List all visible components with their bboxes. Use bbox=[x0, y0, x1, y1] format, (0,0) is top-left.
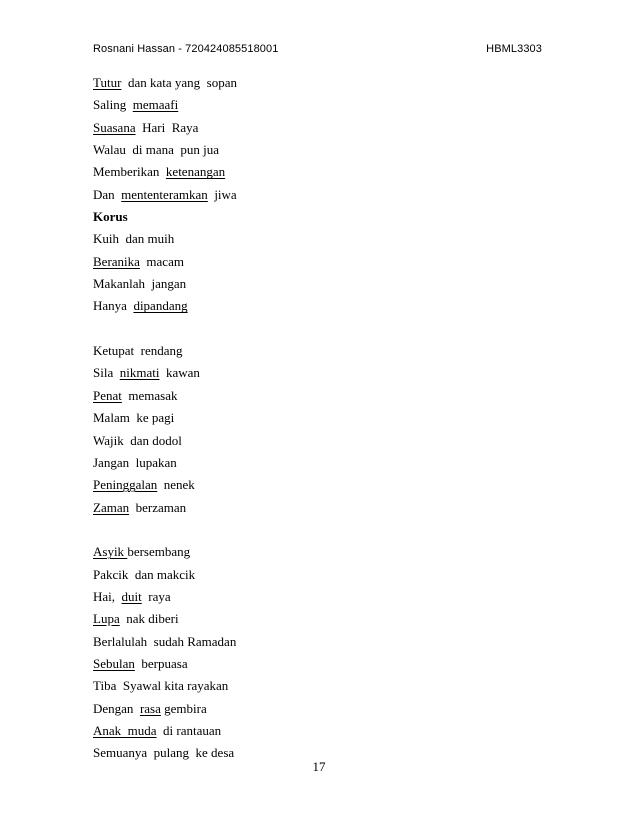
lyric-text: Tiba Syawal kita rayakan bbox=[93, 678, 229, 694]
underlined-word: nikmati bbox=[119, 365, 160, 381]
lyric-line bbox=[93, 430, 543, 452]
header-author: Rosnani Hassan - 720424085518001 bbox=[93, 43, 279, 55]
underlined-word: Anak muda bbox=[93, 722, 157, 738]
lyric-text: Dengan bbox=[93, 700, 140, 716]
lyric-line bbox=[93, 698, 543, 720]
lyric-line bbox=[93, 295, 543, 317]
lyric-text: dan kata yang sopan bbox=[121, 75, 237, 90]
lyric-text: raya bbox=[141, 588, 171, 604]
lyric-text: Dan bbox=[93, 186, 122, 202]
lyric-text: Walau di mana pun jua bbox=[93, 142, 220, 158]
underlined-word: Tutur bbox=[93, 75, 122, 90]
lyric-text: Malam ke pagi bbox=[93, 410, 175, 426]
underlined-word: Suasana bbox=[93, 119, 136, 135]
lyric-text: Wajik dan dodol bbox=[93, 432, 182, 448]
lyric-text: Hai, bbox=[93, 588, 122, 604]
lyric-text: Saling bbox=[93, 97, 133, 113]
lyric-line bbox=[93, 139, 543, 161]
lyric-line bbox=[93, 541, 543, 563]
lyric-line bbox=[93, 161, 543, 183]
lyric-text: Korus bbox=[93, 209, 128, 225]
lyric-text: Hanya bbox=[93, 298, 134, 314]
lyric-line bbox=[93, 586, 543, 608]
underlined-word: Penat bbox=[93, 387, 122, 403]
lyric-line bbox=[93, 228, 543, 250]
lyric-text: Hari Raya bbox=[135, 119, 199, 135]
lyric-text: memasak bbox=[121, 387, 178, 403]
lyric-text: kawan bbox=[159, 365, 200, 381]
underlined-word: ketenangan bbox=[165, 164, 226, 180]
underlined-word: Asyik bbox=[93, 544, 128, 560]
lyric-line bbox=[93, 653, 543, 675]
lyric-text: macam bbox=[139, 253, 184, 269]
lyric-text: Pakcik dan makcik bbox=[93, 566, 196, 582]
lyric-line bbox=[93, 608, 543, 630]
lyric-line bbox=[93, 251, 543, 273]
lyric-text: Sila bbox=[93, 365, 120, 381]
lyric-text: berpuasa bbox=[134, 655, 188, 671]
lyric-text: bersembang bbox=[127, 544, 191, 560]
lyric-text: Memberikan bbox=[93, 164, 166, 180]
lyric-text: berzaman bbox=[129, 499, 187, 515]
stanza-break bbox=[93, 519, 543, 541]
lyric-line bbox=[93, 474, 543, 496]
page-number: 17 bbox=[312, 759, 326, 774]
lyric-text: gembira bbox=[160, 700, 207, 716]
lyric-line bbox=[93, 564, 543, 586]
lyric-text: Kuih dan muih bbox=[93, 231, 175, 247]
underlined-word: Peninggalan bbox=[93, 477, 158, 493]
underlined-word: duit bbox=[121, 588, 142, 604]
underlined-word: memaafi bbox=[132, 97, 179, 113]
lyric-text: Makanlah jangan bbox=[93, 276, 187, 292]
lyric-line bbox=[93, 72, 543, 94]
lyric-line bbox=[93, 184, 543, 206]
lyric-line bbox=[93, 452, 543, 474]
lyric-line bbox=[93, 407, 543, 429]
lyric-line bbox=[93, 675, 543, 697]
lyric-line bbox=[93, 206, 543, 228]
header-course-code: HBML3303 bbox=[486, 43, 542, 55]
lyric-line bbox=[93, 497, 543, 519]
page-header bbox=[93, 43, 542, 55]
lyric-text: Ketupat rendang bbox=[93, 343, 183, 359]
lyrics-body bbox=[93, 72, 543, 765]
lyric-line bbox=[93, 94, 543, 116]
stanza-break bbox=[93, 318, 543, 340]
lyric-text: Berlalulah sudah Ramadan bbox=[93, 633, 237, 649]
lyric-text: Semuanya pulang ke desa bbox=[93, 745, 235, 761]
lyric-text: jiwa bbox=[207, 186, 237, 202]
lyric-line bbox=[93, 340, 543, 362]
underlined-word: Beranika bbox=[93, 253, 140, 269]
underlined-word: rasa bbox=[139, 700, 161, 716]
lyric-line bbox=[93, 385, 543, 407]
lyric-line bbox=[93, 117, 543, 139]
underlined-word: mententeramkan bbox=[121, 186, 208, 202]
lyric-line bbox=[93, 631, 543, 653]
underlined-word: Sebulan bbox=[93, 655, 135, 671]
underlined-word: Lupa bbox=[93, 611, 120, 627]
lyric-line bbox=[93, 273, 543, 295]
lyric-line bbox=[93, 362, 543, 384]
underlined-word: Zaman bbox=[93, 499, 130, 515]
lyric-text: di rantauan bbox=[156, 722, 222, 738]
lyric-text: nenek bbox=[157, 477, 195, 493]
lyric-line bbox=[93, 720, 543, 742]
underlined-word: dipandang bbox=[133, 298, 188, 314]
lyric-text: nak diberi bbox=[119, 611, 179, 627]
lyric-text: Jangan lupakan bbox=[93, 454, 177, 470]
